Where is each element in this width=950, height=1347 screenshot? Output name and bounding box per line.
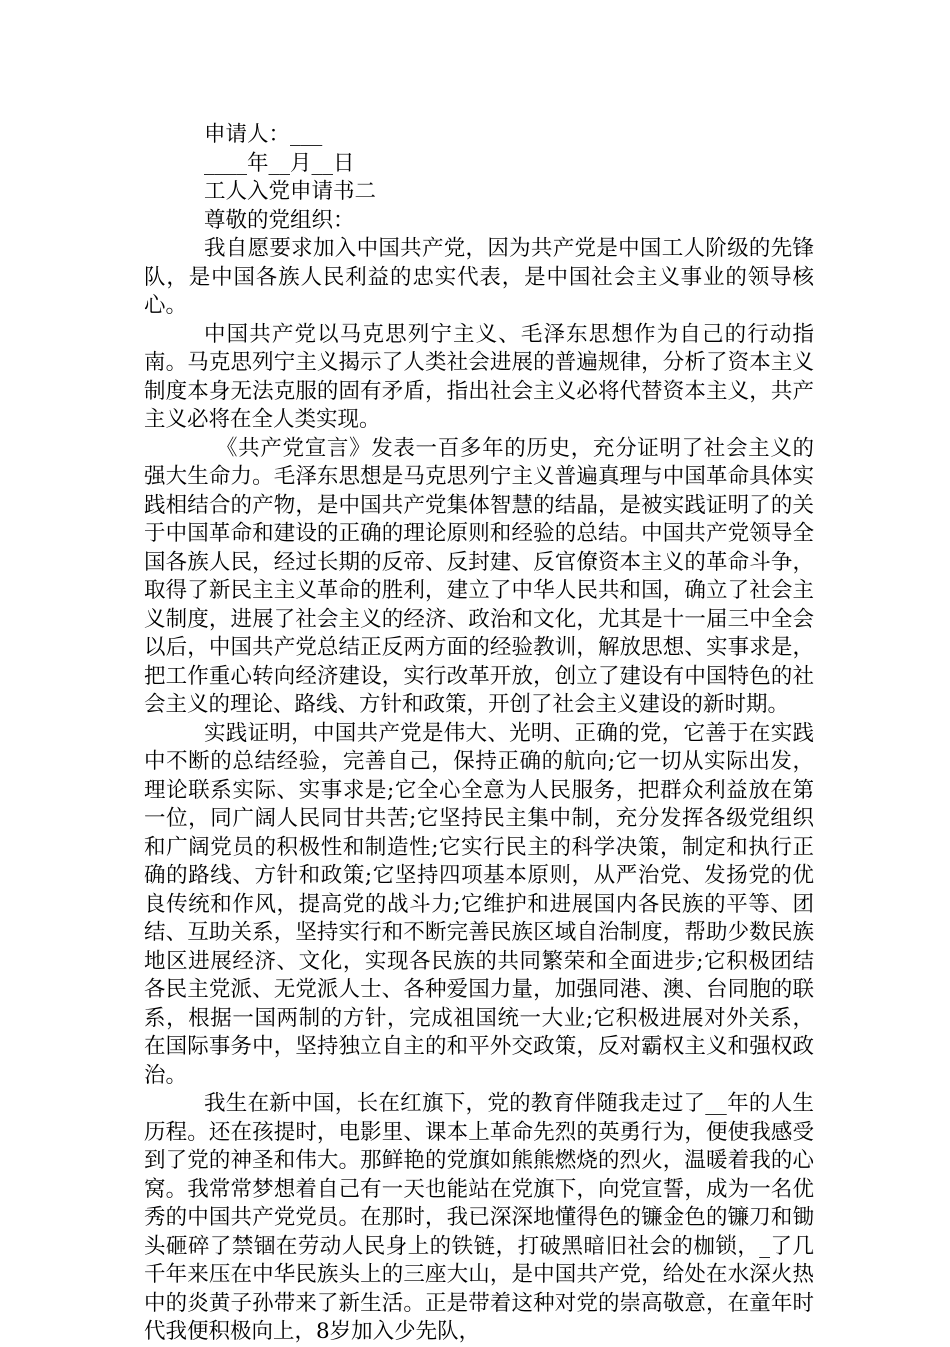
paragraph-1: 我自愿要求加入中国共产党，因为共产党是中国工人阶级的先锋队，是中国各族人民利益的忠实代表，是中国社会主义事业的领导核心。 (144, 236, 814, 318)
paragraph-3: 《共产党宣言》发表一百多年的历史，充分证明了社会主义的强大生命力。毛泽东思想是马克思列宁主义普遍真理与中国革命具体实践相结合的产物，是中国共产党集体智慧的结晶，是被实践证明了的关于中国革命和建设的正确的理论原则和经验的总结。中国共产党领导全国各族人民，经过长期的反帝、反封建、反官僚资本主义的革命斗争，取得了新民主主义革命的胜利，建立了中华人民共和国，确立了社会主义制度，进展了社会主义的经济、政治和文化，尤其是十一届三中全会以后，中国共产党总结正反两方面的经验教训，解放思想、实事求是，把工作重心转向经济建设，实行改革开放，创立了建设有中国特色的社会主义的理论、路线、方针和政策，开创了社会主义建设的新时期。 (144, 435, 814, 717)
paragraph-4: 实践证明，中国共产党是伟大、光明、正确的党，它善于在实践中不断的总结经验，完善自己，保持正确的航向;它一切从实际出发，理论联系实际、实事求是;它全心全意为人民服务，把群众利益放在第一位，同广阔人民同甘共苦;它坚持民主集中制，充分发挥各级党组织和广阔党员的积极性和制造性;它实行民主的科学决策，制定和执行正确的路线、方针和政策;它坚持四项基本原则，从严治党、发扬党的优良传统和作风，提高党的战斗力;它维护和进展国内各民族的平等、团结、互助关系，坚持实行和不断完善民族区域自治制度，帮助少数民族地区进展经济、文化，实现各民族的共同繁荣和全面进步;它积极团结各民主党派、无党派人士、各种爱国力量，加强同港、澳、台同胞的联系，根据一国两制的方针，完成祖国统一大业;它积极进展对外关系，在国际事务中，坚持独立自主的和平外交政策，反对霸权主义和强权政治。 (144, 720, 814, 1088)
applicant-line: 申请人：___ (204, 122, 323, 147)
document-page (144, 121, 814, 1347)
document-title: 工人入党申请书二 (204, 179, 377, 204)
paragraph-2: 中国共产党以马克思列宁主义、毛泽东思想作为自己的行动指南。马克思列宁主义揭示了人类社会进展的普遍规律，分析了资本主义制度本身无法克服的固有矛盾，指出社会主义必将代替资本主义，共产主义必将在全人类实现。 (144, 321, 814, 432)
date-line: ____年__月__日 (204, 150, 355, 176)
salutation: 尊敬的党组织： (204, 207, 355, 233)
paragraph-5: 我生在新中国，长在红旗下，党的教育伴随我走过了__年的人生历程。还在孩提时，电影里、课本上革命先烈的英勇行为，便使我感受到了党的神圣和伟大。那鲜艳的党旗如熊熊燃烧的烈火，温暖着我的心窝。我常常梦想着自己有一天也能站在党旗下，向党宣誓，成为一名优秀的中国共产党党员。在那时，我已深深地懂得色的镰金色的镰刀和锄头砸碎了禁锢在劳动人民身上的铁链，打破黑暗旧社会的枷锁，_了几千年来压在中华民族头上的三座大山，是中国共产党，给处在水深火热中的炎黄子孙带来了新生活。正是带着这种对党的崇高敬意，在童年时代我便积极向上，8岁加入少先队， (144, 1091, 814, 1344)
